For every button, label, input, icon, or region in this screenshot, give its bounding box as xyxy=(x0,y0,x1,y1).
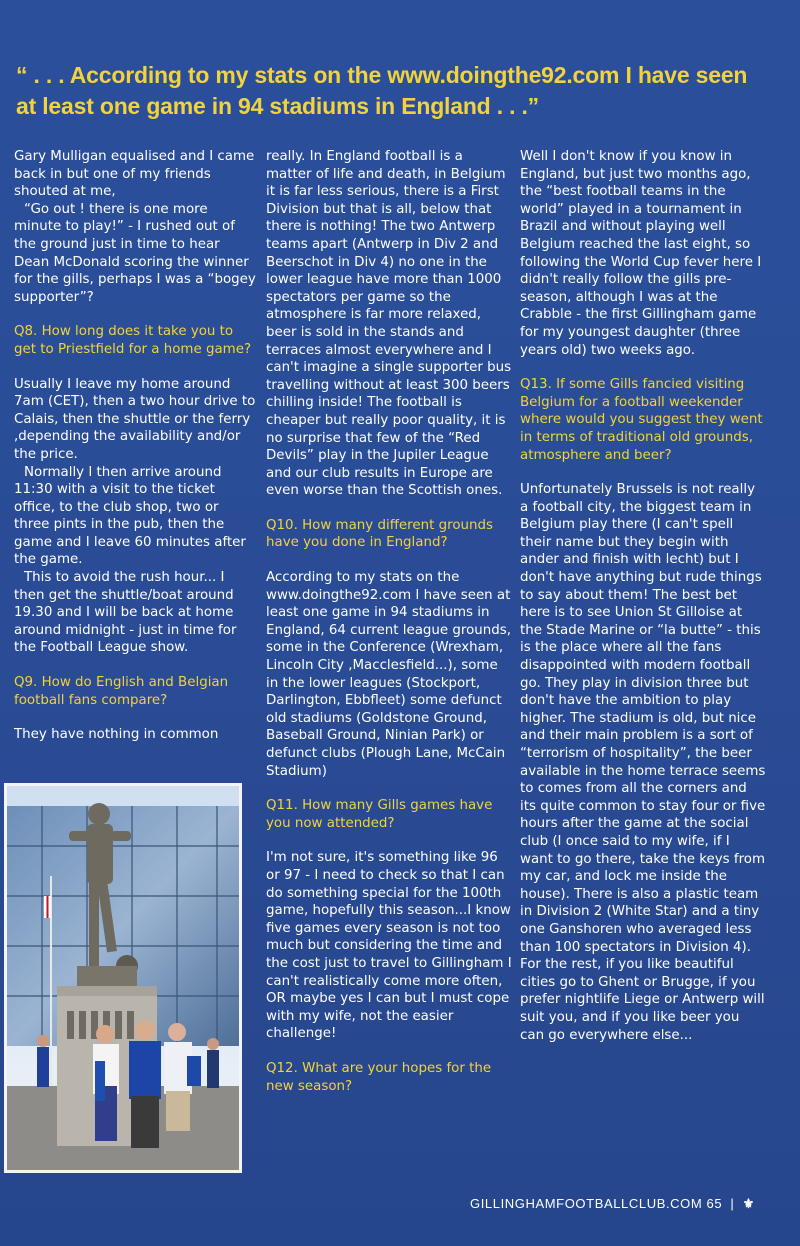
stadium-statue-photo xyxy=(4,783,242,1173)
question-q12: Q12. What are your hopes for the new season? xyxy=(266,1060,492,1094)
paragraph-text: This to avoid the rush hour... I then get the shuttle/boat around 19.30 and I will be back at home around midnight - just in time for the Football League show. xyxy=(14,570,237,656)
photo-illustration xyxy=(7,786,239,1170)
paragraph: I'm not sure, it's something like 96 or 97 - I need to check so that I can do something special for the 100th game, hopefully this season...I know five games every season is not too much but considering the time and the cost just to travel to Gillingham I can't realistically come more often, OR maybe yes I can but I must cope with my wife, not the easier challenge! xyxy=(266,850,512,1042)
footer-site: GILLINGHAMFOOTBALLCLUB.COM xyxy=(470,1196,703,1211)
question-q13: Q13. If some Gills fancied visiting Belgium for a football weekender where would you suggest they went in terms of traditional old grounds, atmosphere and beer? xyxy=(520,377,763,463)
paragraph: They have nothing in common xyxy=(14,727,219,743)
footer-page-number: 65 xyxy=(706,1196,723,1211)
question-q11: Q11. How many Gills games have you now attended? xyxy=(266,798,493,831)
footer-separator: | xyxy=(730,1196,735,1211)
paragraph-text: “Go out ! there is one more minute to play!” - I rushed out of the ground just in time to hear Dean McDonald scoring the winner for the gills, perhaps I was a “bogey supporter”? xyxy=(14,201,256,305)
text-column-3 xyxy=(520,148,766,1061)
paragraph: According to my stats on the www.doingthe92.com I have seen at least one game in 94 stadiums in England, 64 current league grounds, some in the Conference (Wrexham, Lincoln City ,Macclesfield...), some in the lower leagues (Stockport, Darlington, Ebbfleet) some defunct old stadiums (Goldstone Ground, Baseball Ground, Ninian Park) or defunct clubs (Plough Lane, McCain Stadium) xyxy=(266,570,511,779)
question-q8: Q8. How long does it take you to get to Priestfield for a home game? xyxy=(14,324,252,357)
pull-quote: “ . . . According to my stats on the www.doingthe92.com I have seen at least one game in 94 stadiums in England . . .” xyxy=(16,62,748,119)
question-q10: Q10. How many different grounds have you done in England? xyxy=(266,517,493,551)
question-q9: Q9. How do English and Belgian football fans compare? xyxy=(14,675,229,708)
paragraph xyxy=(14,148,258,306)
paragraph: Unfortunately Brussels is not really a football city, the biggest team in Belgium play there (I can't spell their name but they begin with ander and finish with lecht) but I don't have anything but rude things to say about them! The best bet here is to see Union St Gilloise at the Stade Marine or “la butte” - this is the place where all the fans disappointed with modern football go. They play in division three but don't have the ambition to play higher. The stadium is old, but nice and their main problem is a sort of “terrorism of hospitality”, the beer available in the home terrace seems to comes from all the corners and its quite common to stay four or five hours after the game at the social club (I once said to my wife, if I want to go there, take the keys from my car, and lock me inside the house). There is also a plastic team in Division 2 (White Star) and a tiny one Ganshoren who averaged less than 100 spectators in Division 4). For the rest, if you like beautiful cities go to Ghent or Brugge, if you prefer nightlife Liege or Antwerp will suit you, and if you like beer you can go everywhere else... xyxy=(520,482,766,1043)
paragraph-text: Normally I then arrive around 11:30 with a visit to the ticket office, to the club shop, two or three pints in the pub, then the game and I leave 60 minutes after the game. xyxy=(14,464,246,568)
paragraph: really. In England football is a matter of life and death, in Belgium it is far less serious, there is a First Division but that is all, below that there is nothing! The two Antwerp teams apart (Antwerp in Div 2 and Beerschot in Div 4) no one in the lower league have more than 1000 spectators per game so the atmosphere is far more relaxed, beer is sold in the stands and terraces almost everywhere and I can't imagine a single supporter bus travelling without at least 300 beers chilling inside! The football is cheaper but really poor quality, it is no surprise that few of the “Red Devils” play in the Jupiler League and our club results in Europe are even worse than the Scottish ones. xyxy=(266,149,512,499)
paragraph-text: Gary Mulligan equalised and I came back in but one of my friends shouted at me, xyxy=(14,149,255,200)
paragraph: Well I don't know if you know in England, but just two months ago, the “best football teams in the world” played in a tournament in Brazil and without playing well Belgium reached the last eight, so following the World Cup fever here I didn't really follow the gills pre-season, although I was at the Crabble - the first Gillingham game for my youngest daughter (three years old) two weeks ago. xyxy=(520,149,762,358)
club-badge-icon: ⚜ xyxy=(742,1196,755,1211)
page-footer xyxy=(470,1196,770,1212)
paragraph-text: Usually I leave my home around 7am (CET), then a two hour drive to Calais, then the shuttle or the ferry ,depending the availability and/or the price. xyxy=(14,376,256,462)
text-column-1 xyxy=(14,148,258,761)
text-column-2 xyxy=(266,148,512,1112)
paragraph xyxy=(14,376,258,658)
